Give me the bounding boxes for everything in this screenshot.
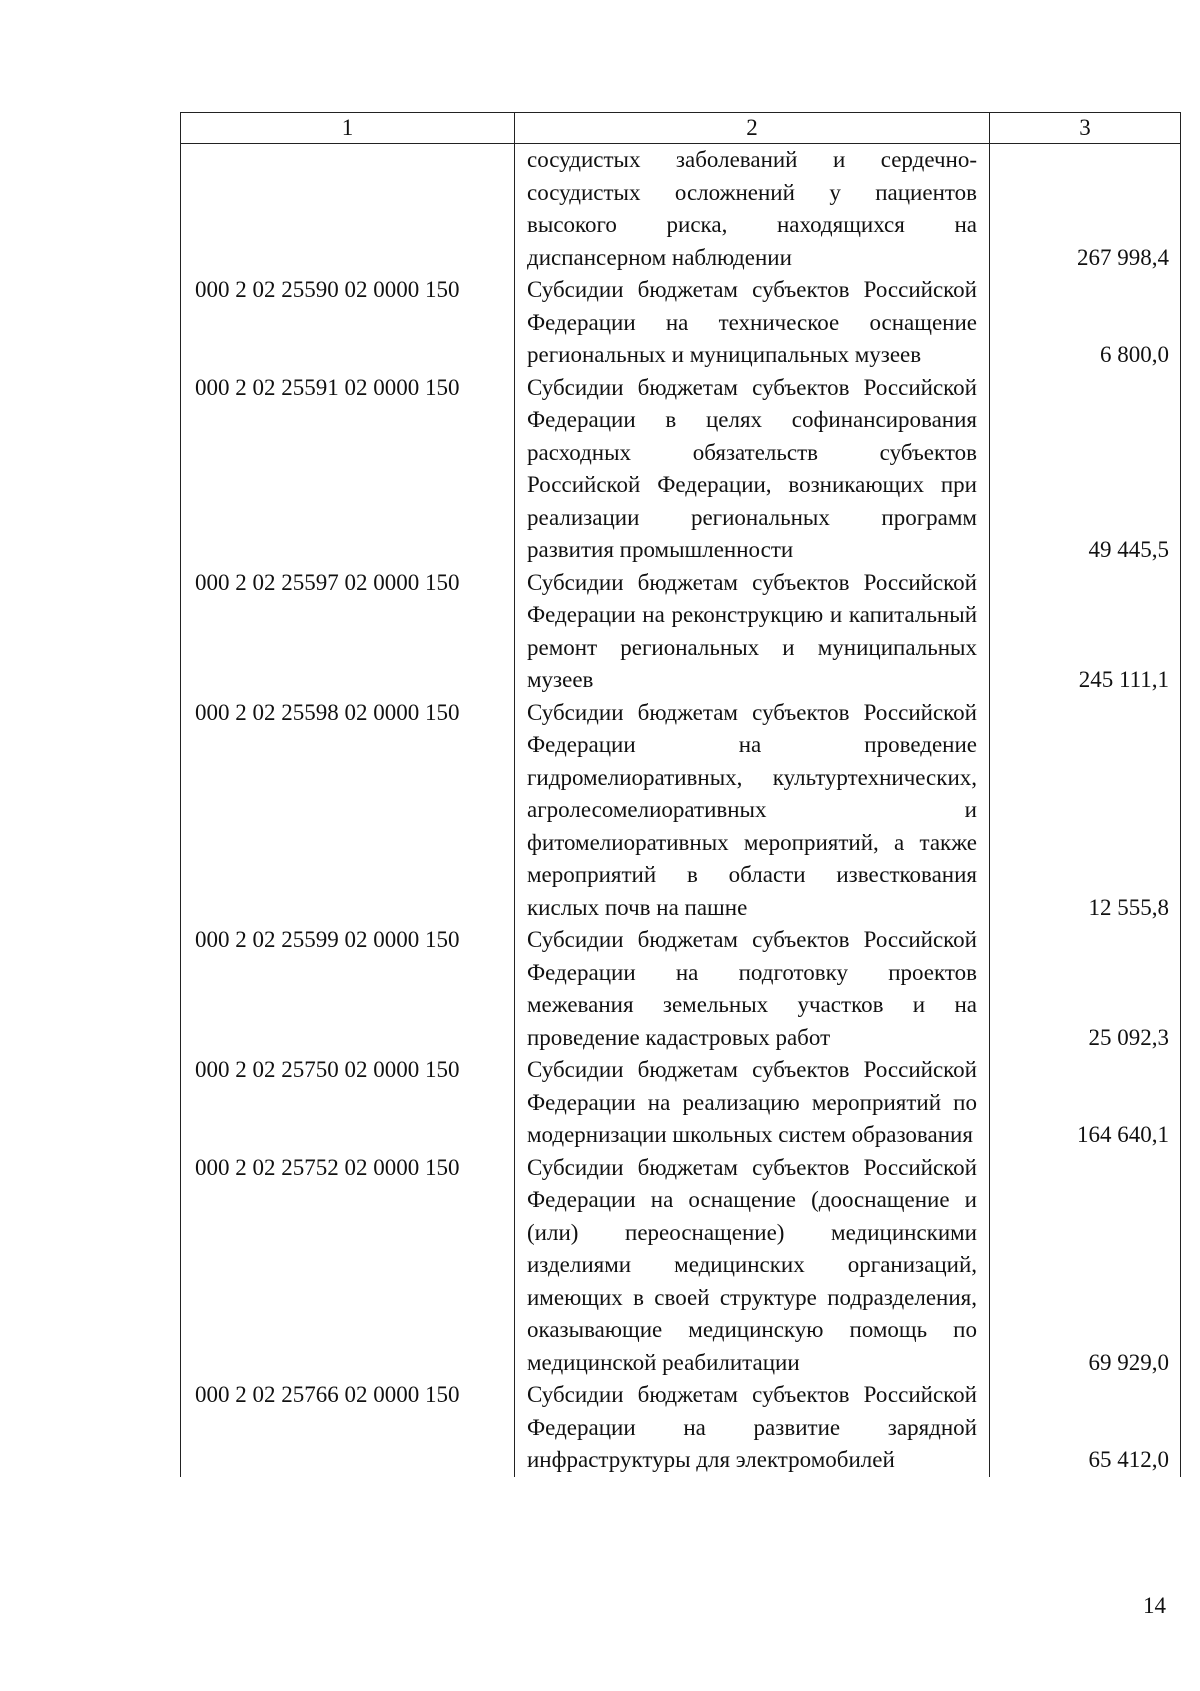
table-row <box>181 372 1181 567</box>
item-amount: 65 412,0 <box>990 1379 1181 1477</box>
classification-code: 000 2 02 25598 02 0000 150 <box>181 697 515 925</box>
table-header-row <box>181 113 1181 144</box>
table-row <box>181 1054 1181 1152</box>
item-amount: 12 555,8 <box>990 697 1181 925</box>
item-amount: 245 111,1 <box>990 567 1181 697</box>
item-description: сосудистых заболеваний и сердечно-сосудистых осложнений у пациентов высокого риска, находящихся на диспансерном наблюдении <box>515 144 990 275</box>
classification-code: 000 2 02 25599 02 0000 150 <box>181 924 515 1054</box>
item-description: Субсидии бюджетам субъектов Российской Федерации в целях софинансирования расходных обязательств субъектов Российской Федерации, возникающих при реализации региональных программ развития промышленности <box>515 372 990 567</box>
item-description: Субсидии бюджетам субъектов Российской Федерации на развитие зарядной инфраструктуры для электромобилей <box>515 1379 990 1477</box>
classification-code: 000 2 02 25597 02 0000 150 <box>181 567 515 697</box>
item-amount: 49 445,5 <box>990 372 1181 567</box>
item-description: Субсидии бюджетам субъектов Российской Федерации на проведение гидромелиоративных, культуртехнических, агролесомелиоративных и фитомелиоративных мероприятий, а также мероприятий в области известкования кислых почв на пашне <box>515 697 990 925</box>
budget-table <box>180 112 1181 1477</box>
item-description: Субсидии бюджетам субъектов Российской Федерации на подготовку проектов межевания земельных участков и на проведение кадастровых работ <box>515 924 990 1054</box>
page-number: 14 <box>1143 1593 1166 1618</box>
classification-code: 000 2 02 25591 02 0000 150 <box>181 372 515 567</box>
column-header-1: 1 <box>181 113 515 144</box>
item-description: Субсидии бюджетам субъектов Российской Федерации на оснащение (дооснащение и (или) переоснащение) медицинскими изделиями медицинских организаций, имеющих в своей структуре подразделения, оказывающие медицинскую помощь по медицинской реабилитации <box>515 1152 990 1380</box>
table-row <box>181 567 1181 697</box>
table-row <box>181 144 1181 275</box>
column-header-3: 3 <box>990 113 1181 144</box>
item-amount: 164 640,1 <box>990 1054 1181 1152</box>
table-row <box>181 1152 1181 1380</box>
classification-code: 000 2 02 25750 02 0000 150 <box>181 1054 515 1152</box>
item-amount: 25 092,3 <box>990 924 1181 1054</box>
table-row <box>181 924 1181 1054</box>
column-header-2: 2 <box>515 113 990 144</box>
item-description: Субсидии бюджетам субъектов Российской Федерации на реконструкцию и капитальный ремонт региональных и муниципальных музеев <box>515 567 990 697</box>
item-amount: 267 998,4 <box>990 144 1181 275</box>
item-description: Субсидии бюджетам субъектов Российской Федерации на реализацию мероприятий по модернизации школьных систем образования <box>515 1054 990 1152</box>
item-amount: 69 929,0 <box>990 1152 1181 1380</box>
classification-code <box>181 144 515 275</box>
classification-code: 000 2 02 25752 02 0000 150 <box>181 1152 515 1380</box>
table-row <box>181 274 1181 372</box>
classification-code: 000 2 02 25766 02 0000 150 <box>181 1379 515 1477</box>
item-description: Субсидии бюджетам субъектов Российской Федерации на техническое оснащение региональных и муниципальных музеев <box>515 274 990 372</box>
classification-code: 000 2 02 25590 02 0000 150 <box>181 274 515 372</box>
table-row <box>181 1379 1181 1477</box>
item-amount: 6 800,0 <box>990 274 1181 372</box>
table-row <box>181 697 1181 925</box>
